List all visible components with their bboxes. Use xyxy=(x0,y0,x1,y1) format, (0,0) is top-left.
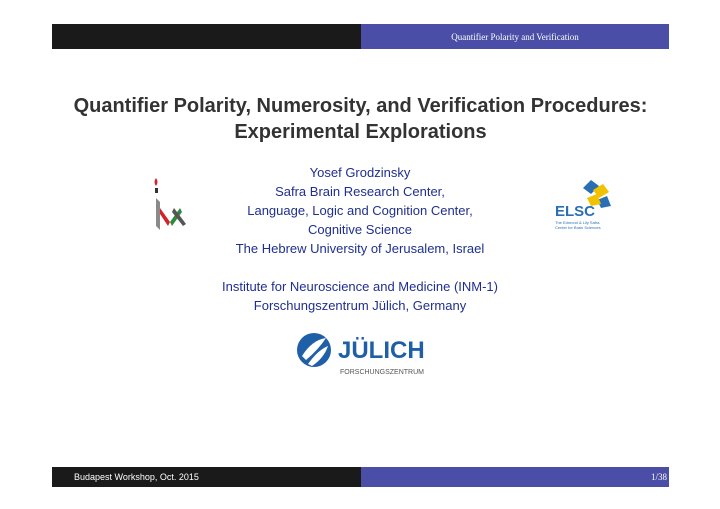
affiliation-line: Institute for Neuroscience and Medicine (INM-1) xyxy=(221,279,498,294)
affiliation-line: Cognitive Science xyxy=(307,222,413,237)
slide-title-line2: Experimental Explorations xyxy=(234,121,487,143)
julich-logo-subtext: FORSCHUNGSZENTRUM xyxy=(340,369,424,376)
affiliation-line: Safra Brain Research Center, xyxy=(275,184,445,199)
slide-title xyxy=(52,93,669,145)
affiliation-line: Language, Logic and Cognition Center, xyxy=(247,203,473,218)
header-section-title: Quantifier Polarity and Verification xyxy=(361,24,669,49)
header-left-panel xyxy=(52,24,361,49)
elsc-logo-subtext-2: Center for Brain Sciences xyxy=(555,225,601,230)
elsc-logo-subtext-1: The Edmond & Lily Safra xyxy=(555,220,600,225)
elsc-logo-text: ELSC xyxy=(555,203,596,220)
footer-page-number: 1/38 xyxy=(361,467,669,487)
footer-bar xyxy=(52,467,669,487)
affiliations-block xyxy=(150,163,570,315)
julich-logo-icon xyxy=(296,330,436,378)
affiliation-line: Forschungszentrum Jülich, Germany xyxy=(253,298,467,313)
julich-logo-text: JÜLICH xyxy=(338,337,425,364)
header-bar xyxy=(52,24,669,49)
elsc-logo-icon xyxy=(553,178,613,234)
affiliation-line: The Hebrew University of Jerusalem, Israel xyxy=(235,241,485,256)
author-name: Yosef Grodzinsky xyxy=(309,165,411,180)
slide-title-line1: Quantifier Polarity, Numerosity, and Verification Procedures: xyxy=(73,95,648,117)
footer-event: Budapest Workshop, Oct. 2015 xyxy=(52,467,361,487)
